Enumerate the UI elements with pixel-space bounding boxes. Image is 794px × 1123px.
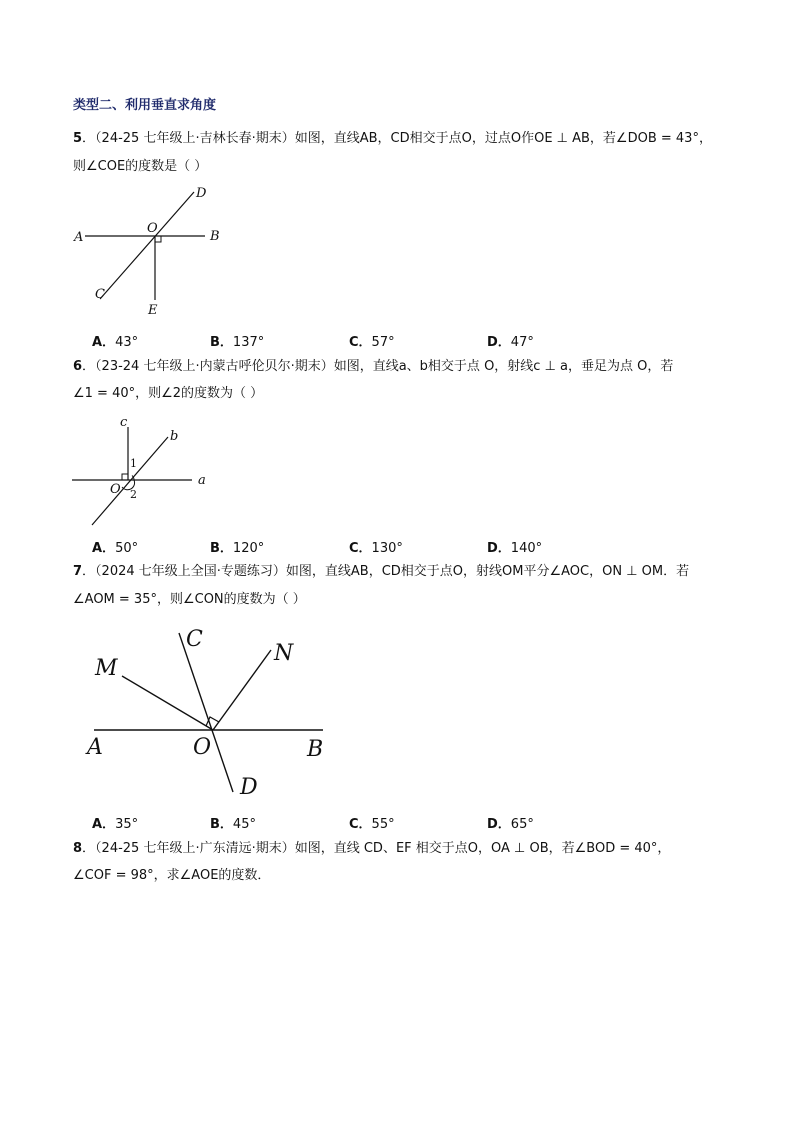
question-6-line-1 — [73, 358, 673, 376]
question-text: ．（24-25 七年级上·吉林长春·期末）如图，直线AB，CD相交于点O，过点O作OE ⊥ AB，若∠DOB = 43°， — [82, 131, 712, 146]
question-number: 6 — [73, 359, 83, 374]
question-5-line-2: 则∠COE的度数是（ ） — [73, 159, 208, 174]
label-O: O — [147, 221, 158, 236]
q7-option-b[interactable]: B．45° — [210, 817, 256, 832]
question-8-line-2: ∠COF = 98°，求∠AOE的度数． — [73, 868, 271, 883]
question-8-line-1 — [73, 840, 670, 858]
label-D: D — [196, 186, 207, 201]
figure-q5 — [60, 182, 250, 322]
label-O: O — [193, 735, 212, 760]
label-C: C — [95, 287, 105, 302]
label-b: b — [170, 429, 179, 444]
label-C: C — [186, 627, 203, 652]
q6-option-a[interactable]: A．50° — [92, 541, 139, 556]
label-A: A — [87, 735, 103, 760]
question-number: 5 — [73, 131, 83, 146]
q6-option-c[interactable]: C．130° — [349, 541, 403, 556]
figure-q6 — [60, 412, 220, 530]
section-title: 类型二、利用垂直求角度 — [73, 98, 217, 113]
label-B: B — [307, 737, 324, 762]
question-text: ．（24-25 七年级上·广东清远·期末）如图，直线 CD、EF 相交于点O，OA ⊥ OB，若∠BOD = 40°， — [82, 841, 671, 856]
q5-option-d[interactable]: D．47° — [487, 335, 534, 350]
label-B: B — [210, 229, 220, 244]
q5-option-a[interactable]: A．43° — [92, 335, 139, 350]
figure-q7 — [80, 620, 340, 805]
q7-option-c[interactable]: C．55° — [349, 817, 395, 832]
question-number: 8 — [73, 841, 83, 856]
question-6-line-2: ∠1 = 40°，则∠2的度数为（ ） — [73, 386, 264, 401]
label-D: D — [240, 775, 258, 800]
label-A: A — [74, 230, 84, 245]
question-text: ．（2024 七年级上全国·专题练习）如图，直线AB，CD相交于点O，射线OM平分∠AOC，ON ⊥ OM．若 — [82, 564, 690, 579]
label-a: a — [198, 473, 206, 488]
q7-option-d[interactable]: D．65° — [487, 817, 534, 832]
q5-option-c[interactable]: C．57° — [349, 335, 395, 350]
q6-option-b[interactable]: B．120° — [210, 541, 265, 556]
question-number: 7 — [73, 564, 83, 579]
label-N: N — [274, 641, 294, 666]
label-E: E — [148, 303, 158, 318]
q7-option-a[interactable]: A．35° — [92, 817, 139, 832]
question-7-line-1 — [73, 563, 689, 581]
q6-option-d[interactable]: D．140° — [487, 541, 543, 556]
question-7-line-2: ∠AOM = 35°，则∠CON的度数为（ ） — [73, 592, 306, 607]
label-c: c — [120, 415, 128, 430]
label-O: O — [110, 482, 121, 497]
question-5-line-1 — [73, 130, 712, 148]
question-text: ．（23-24 七年级上·内蒙古呼伦贝尔·期末）如图，直线a、b相交于点 O，射线c ⊥ a，垂足为点 O，若 — [82, 359, 674, 374]
label-angle-1: 1 — [130, 457, 137, 470]
label-angle-2: 2 — [130, 488, 137, 501]
label-M: M — [95, 656, 118, 681]
q5-option-b[interactable]: B．137° — [210, 335, 265, 350]
